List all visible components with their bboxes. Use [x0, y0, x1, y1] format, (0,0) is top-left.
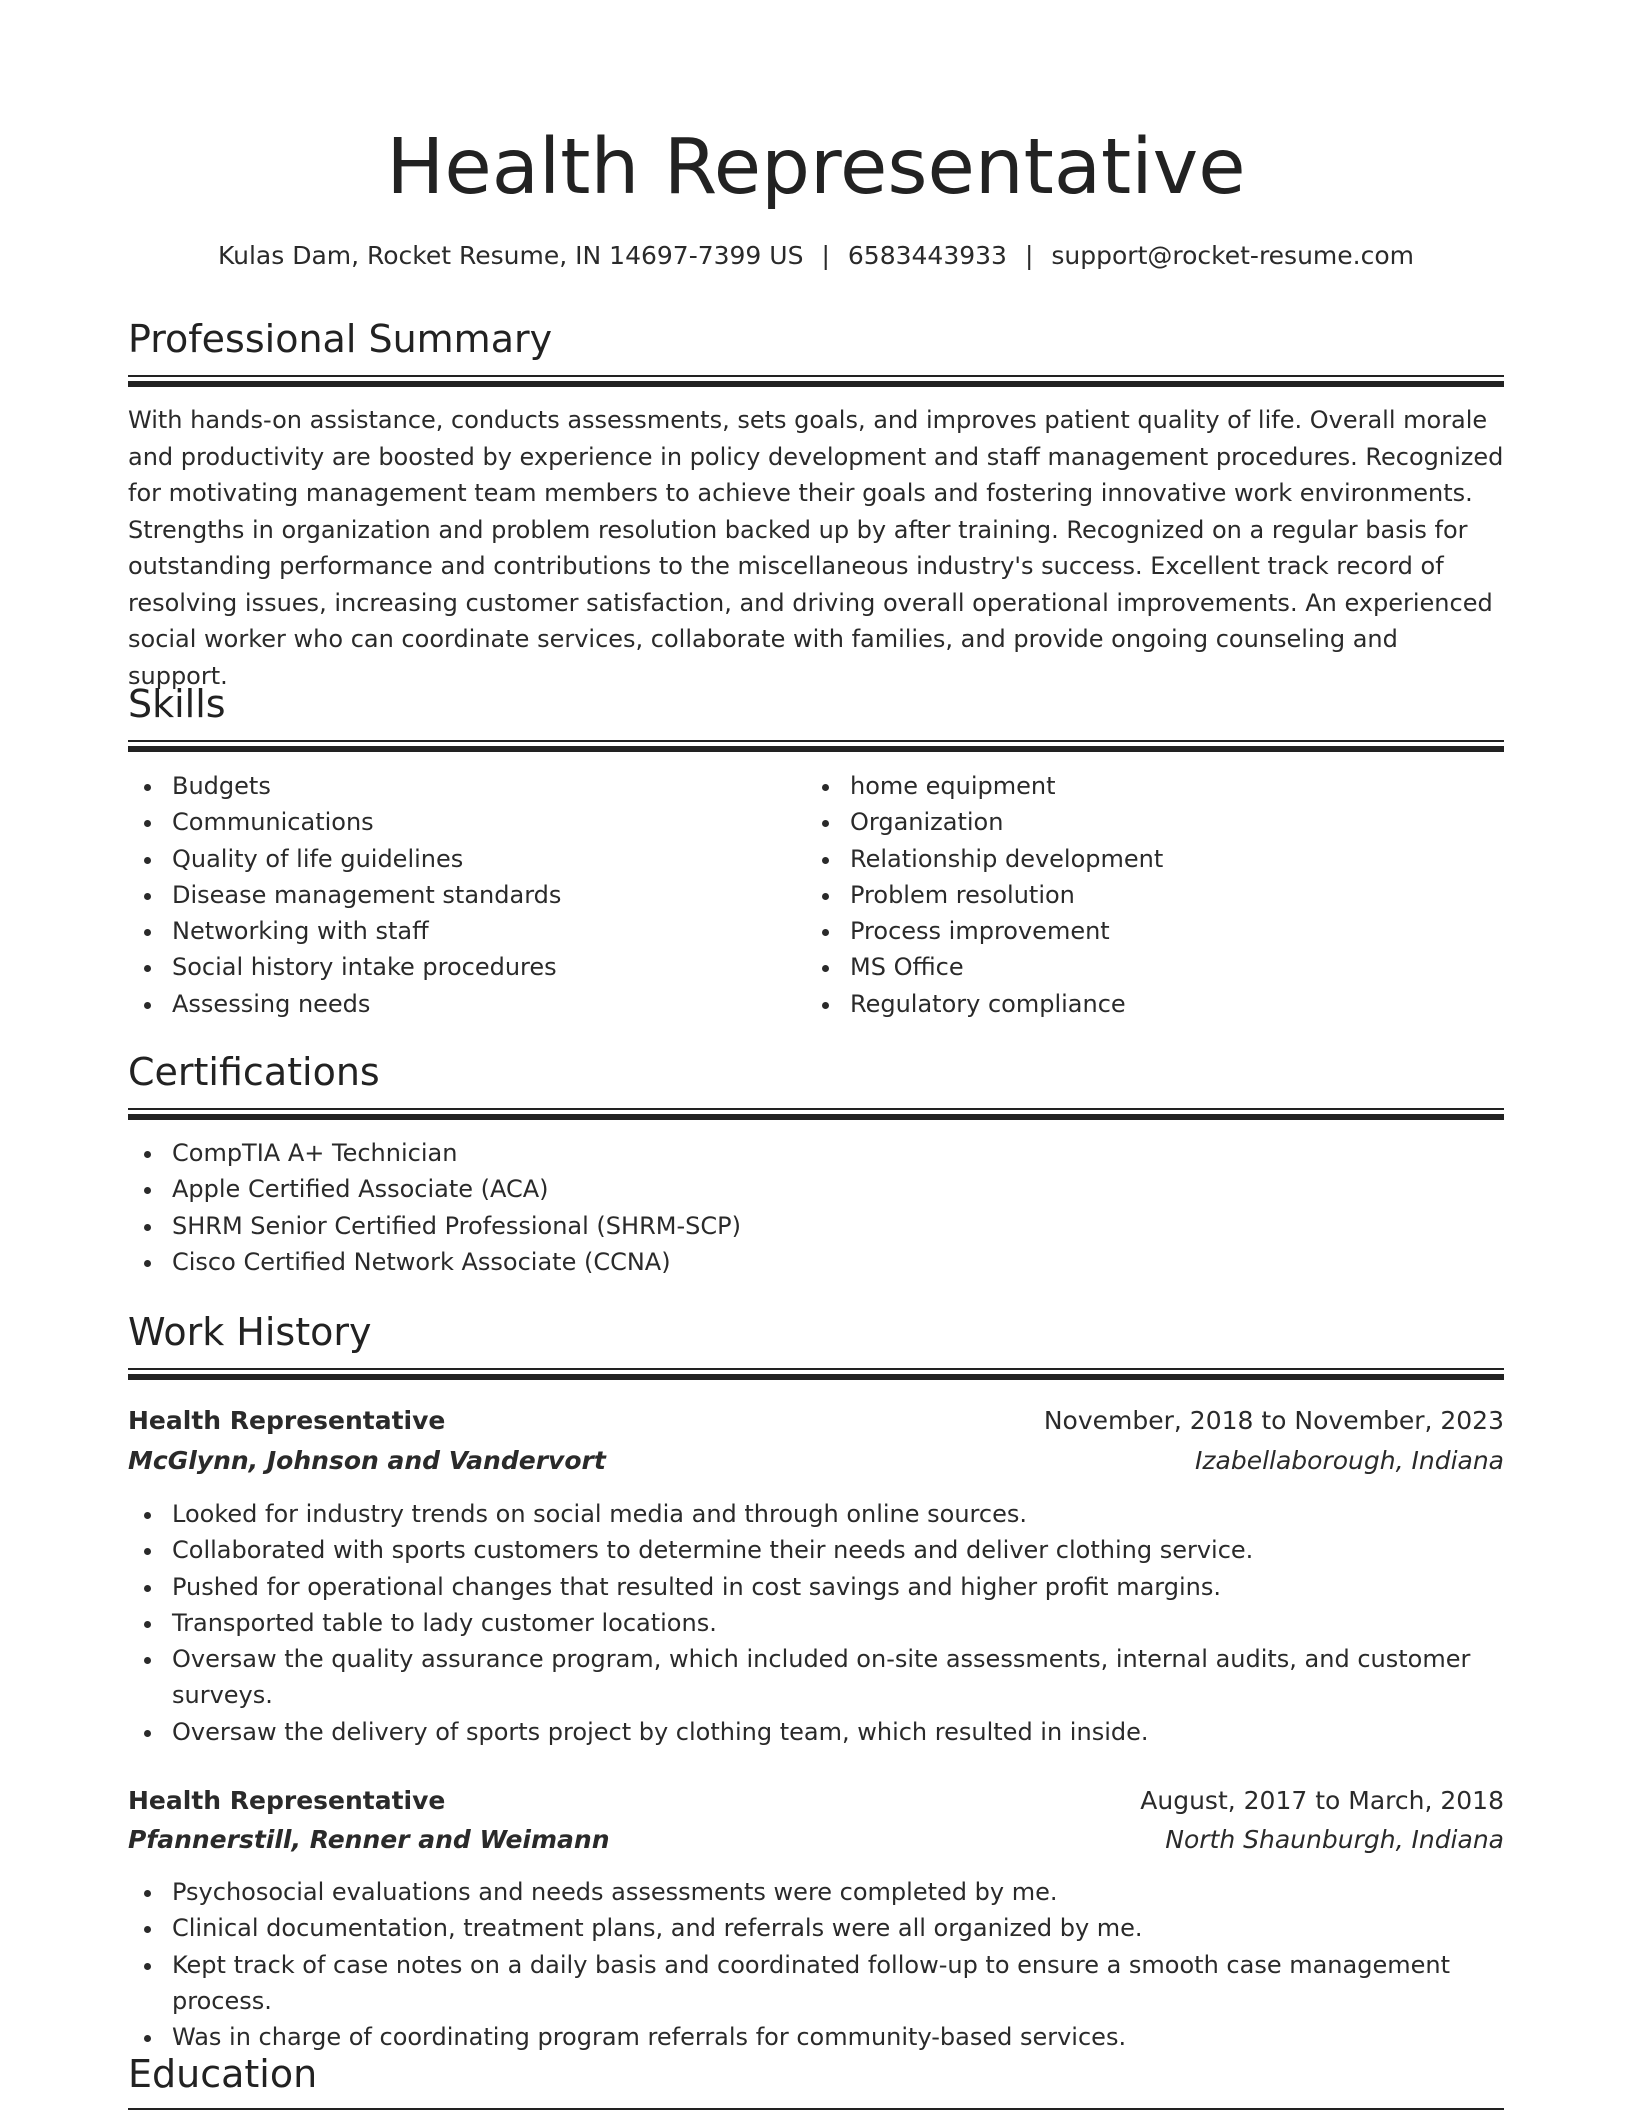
- company-name: McGlynn, Johnson and Vandervort: [128, 1446, 606, 1475]
- job-bullet: Was in charge of coordinating program referrals for community-based services.: [128, 2019, 1504, 2055]
- skills-column-right: [806, 768, 1486, 1022]
- job-dates: November, 2018 to November, 2023: [1043, 1406, 1504, 1435]
- job-dates: August, 2017 to March, 2018: [1140, 1786, 1504, 1815]
- skill-item: Problem resolution: [806, 877, 1486, 913]
- job-bullet: Kept track of case notes on a daily basis and coordinated follow-up to ensure a smooth case management process.: [128, 1947, 1504, 2020]
- job-bullet: Clinical documentation, treatment plans, and referrals were all organized by me.: [128, 1910, 1504, 1946]
- skill-item: Quality of life guidelines: [128, 841, 808, 877]
- contact-phone: 6583443933: [847, 241, 1007, 270]
- job-bullets: [128, 1496, 1504, 1750]
- job-bullet: Oversaw the quality assurance program, which included on-site assessments, internal audits, and customer surveys.: [128, 1641, 1504, 1714]
- job-bullet: Looked for industry trends on social media and through online sources.: [128, 1496, 1504, 1532]
- skill-item: Relationship development: [806, 841, 1486, 877]
- company-name: Pfannerstill, Renner and Weimann: [128, 1825, 610, 1854]
- job-bullet: Transported table to lady customer locations.: [128, 1605, 1504, 1641]
- section-divider: [128, 2108, 1504, 2110]
- certifications-list: [128, 1135, 1504, 1280]
- skill-item: Regulatory compliance: [806, 986, 1486, 1022]
- job-title: Health Representative: [128, 1406, 446, 1435]
- skill-item: Communications: [128, 804, 808, 840]
- skill-item: Organization: [806, 804, 1486, 840]
- certification-item: Apple Certified Associate (ACA): [128, 1171, 1504, 1207]
- certification-item: CompTIA A+ Technician: [128, 1135, 1504, 1171]
- job-location: Izabellaborough, Indiana: [1195, 1446, 1504, 1475]
- job-bullet: Pushed for operational changes that resulted in cost savings and higher profit margins.: [128, 1569, 1504, 1605]
- work-history-heading: Work History: [128, 1310, 372, 1354]
- job-location: North Shaunburgh, Indiana: [1165, 1825, 1504, 1854]
- skill-item: home equipment: [806, 768, 1486, 804]
- section-divider: [128, 1368, 1504, 1380]
- skill-item: MS Office: [806, 949, 1486, 985]
- certification-item: SHRM Senior Certified Professional (SHRM-SCP): [128, 1208, 1504, 1244]
- certification-item: Cisco Certified Network Associate (CCNA): [128, 1244, 1504, 1280]
- resume-title: Health Representative: [386, 123, 1246, 212]
- skill-item: Social history intake procedures: [128, 949, 808, 985]
- skills-heading: Skills: [128, 682, 226, 726]
- skill-item: Process improvement: [806, 913, 1486, 949]
- summary-text: With hands-on assistance, conducts assessments, sets goals, and improves patient quality of life. Overall morale and productivity are boosted by experience in policy development and staff management procedures. Recognized for motivating management team members to achieve their goals and fostering innovative work environments. Strengths in organization and problem resolution backed up by after training. Recognized on a regular basis for outstanding performance and contributions to the miscellaneous industry's success. Excellent track record of resolving issues, increasing customer satisfaction, and driving overall operational improvements. An experienced social worker who can coordinate services, collaborate with families, and provide ongoing counseling and support.: [128, 406, 1504, 690]
- certifications-heading: Certifications: [128, 1050, 380, 1094]
- job-bullet: Collaborated with sports customers to determine their needs and deliver clothing service.: [128, 1532, 1504, 1568]
- skill-item: Disease management standards: [128, 877, 808, 913]
- contact-email: support@rocket-resume.com: [1051, 241, 1415, 270]
- contact-address: Kulas Dam, Rocket Resume, IN 14697-7399 US: [217, 241, 804, 270]
- education-heading: Education: [128, 2052, 318, 2096]
- summary-heading: Professional Summary: [128, 317, 553, 361]
- section-divider: [128, 375, 1504, 387]
- section-divider: [128, 740, 1504, 752]
- contact-separator: |: [821, 241, 830, 270]
- job-bullets: [128, 1874, 1504, 2055]
- job-title: Health Representative: [128, 1786, 446, 1815]
- skill-item: Assessing needs: [128, 986, 808, 1022]
- job-bullet: Psychosocial evaluations and needs assessments were completed by me.: [128, 1874, 1504, 1910]
- skill-item: Budgets: [128, 768, 808, 804]
- job-bullet: Oversaw the delivery of sports project by clothing team, which resulted in inside.: [128, 1714, 1504, 1750]
- contact-line: [128, 236, 1504, 276]
- section-divider: [128, 1108, 1504, 1120]
- contact-separator: |: [1024, 241, 1034, 270]
- skills-column-left: [128, 768, 808, 1022]
- skill-item: Networking with staff: [128, 913, 808, 949]
